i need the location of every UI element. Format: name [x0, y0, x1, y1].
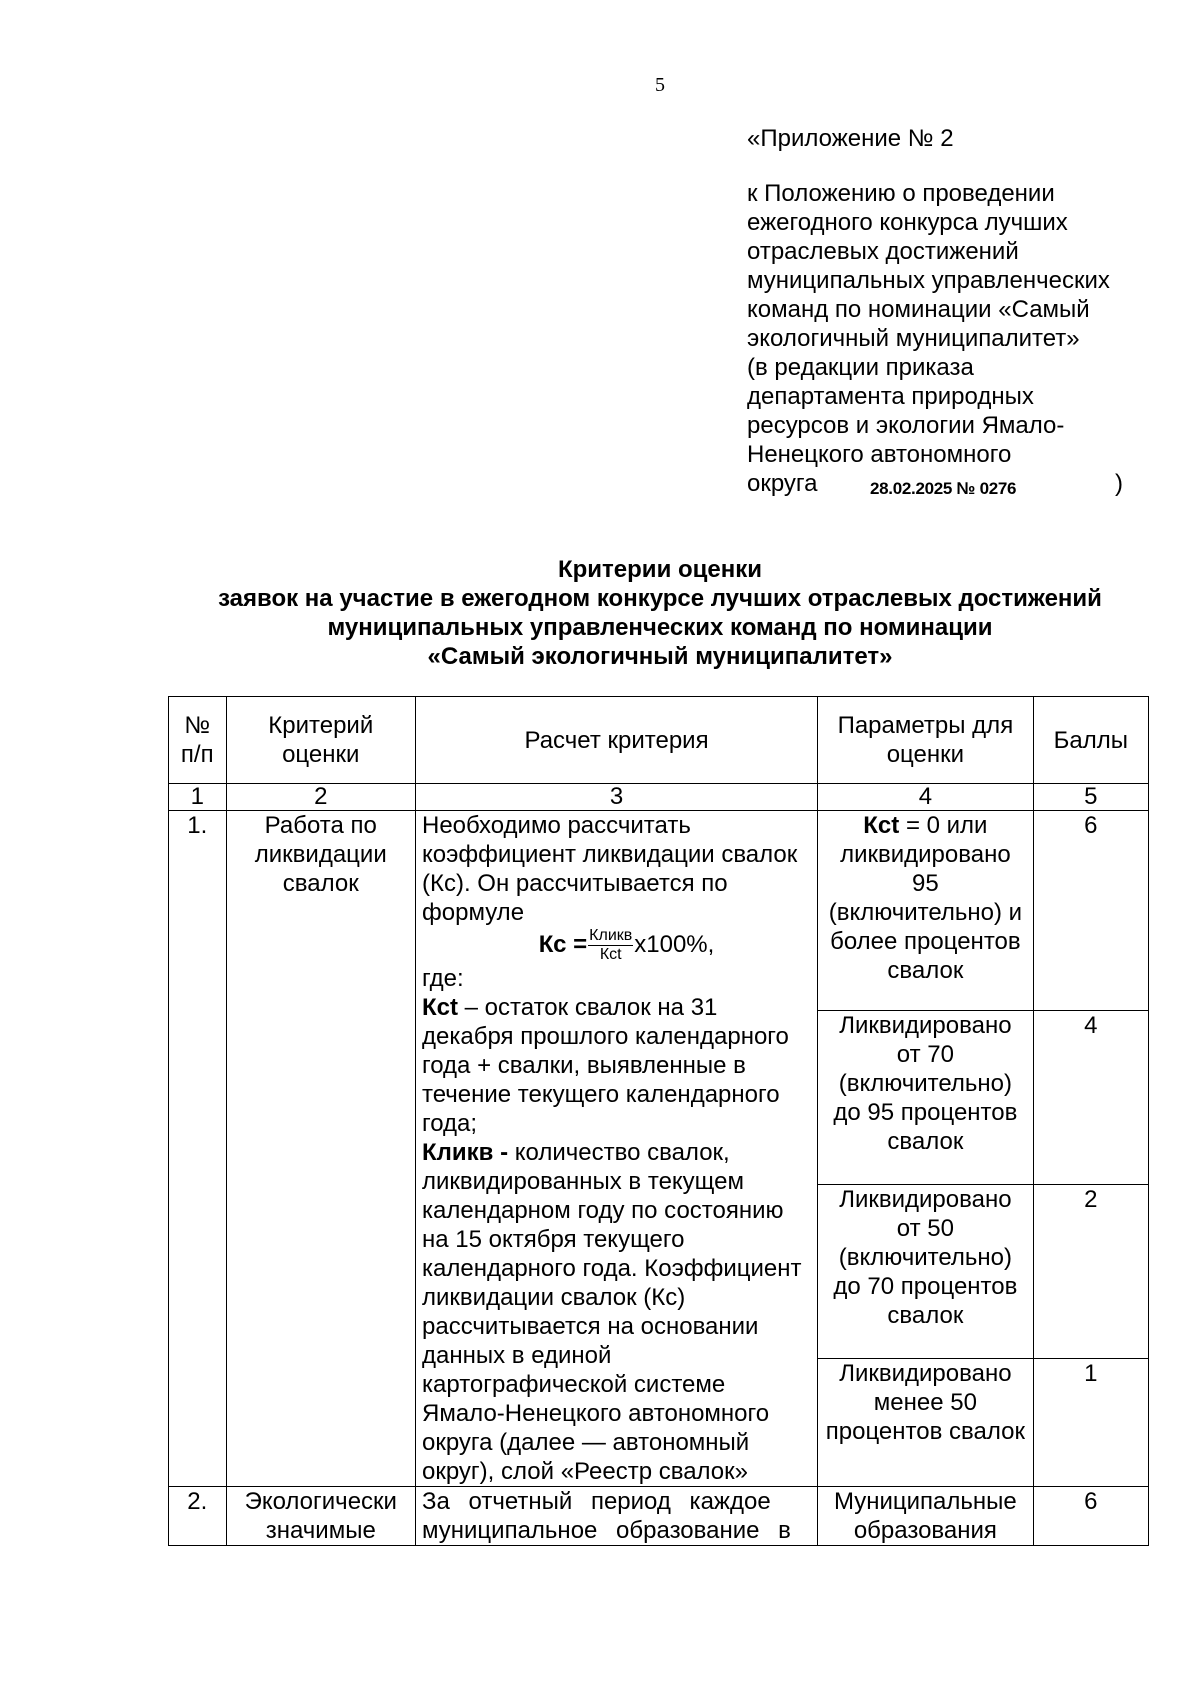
row-number: 2.: [169, 1487, 227, 1546]
appendix-line: отраслевых достижений: [747, 238, 1019, 265]
closing-paren: ): [1115, 470, 1123, 497]
param-cell: Муниципальные образования: [818, 1487, 1034, 1546]
header-parameters: Параметры для оценки: [818, 697, 1034, 784]
row-criterion: Экологически значимые: [226, 1487, 415, 1546]
header-score: Баллы: [1033, 697, 1148, 784]
appendix-line: (в редакции приказа: [747, 354, 974, 381]
row-calculation: [416, 811, 818, 1487]
row-number: 1.: [169, 811, 227, 1487]
row-criterion: Работа по ликвидации свалок: [226, 811, 415, 1487]
calc-intro: Необходимо рассчитать коэффициент ликвидации свалок (Кс). Он рассчитывается по формуле: [422, 812, 798, 926]
title-line: «Самый экологичный муниципалитет»: [427, 643, 893, 670]
appendix-line: муниципальных управленческих: [747, 267, 1110, 294]
formula: [422, 927, 811, 964]
param-cell: Ликвидировано менее 50 процентов свалок: [818, 1359, 1034, 1487]
appendix-line: ежегодного конкурса лучших: [747, 209, 1068, 236]
score-cell: 1: [1033, 1359, 1148, 1487]
kct-text: – остаток свалок на 31 декабря прошлого календарного года + свалки, выявленные в течение текущего календарного года;: [422, 994, 789, 1137]
row-calculation: За отчетный период каждое муниципальное образование в: [416, 1487, 818, 1546]
header-criterion: Критерий оценки: [226, 697, 415, 784]
appendix-line: ресурсов и экологии Ямало-: [747, 412, 1065, 439]
formula-fraction: [588, 927, 633, 964]
param-cell: Ликвидировано от 70 (включительно) до 95 процентов свалок: [818, 1011, 1034, 1185]
kct-term: Кct: [422, 994, 458, 1021]
page-number: 5: [655, 74, 665, 96]
column-number: 3: [416, 784, 818, 811]
appendix-line: департамента природных: [747, 383, 1034, 410]
param-cell: [818, 811, 1034, 1011]
appendix-line: команд по номинации «Самый: [747, 296, 1090, 323]
column-number: 4: [818, 784, 1034, 811]
header-calculation: Расчет критерия: [416, 697, 818, 784]
score-cell: 2: [1033, 1185, 1148, 1359]
column-number-row: [169, 784, 1149, 811]
column-number: 1: [169, 784, 227, 811]
appendix-line: экологичный муниципалитет»: [747, 325, 1080, 352]
column-number: 5: [1033, 784, 1148, 811]
param-cell: Ликвидировано от 50 (включительно) до 70 процентов свалок: [818, 1185, 1034, 1359]
score-cell: 4: [1033, 1011, 1148, 1185]
table-row: [169, 1487, 1149, 1546]
param-text: = 0 или ликвидировано 95 (включительно) и более процентов свалок: [828, 812, 1023, 984]
appendix-line: Ненецкого автономного: [747, 441, 1012, 468]
kct-definition: [422, 993, 811, 1138]
column-number: 2: [226, 784, 415, 811]
score-cell: 6: [1033, 1487, 1148, 1546]
score-cell: 6: [1033, 811, 1148, 1011]
kliq-definition: [422, 1138, 811, 1486]
appendix-title: «Приложение № 2: [747, 125, 954, 152]
appendix-block: [747, 124, 1157, 498]
title-line: заявок на участие в ежегодном конкурсе лучших отраслевых достижений: [218, 585, 1102, 612]
document-title: [160, 555, 1160, 671]
header-number: № п/п: [169, 697, 227, 784]
kliq-text: количество свалок, ликвидированных в текущем календарном году по состоянию на 15 октября текущего календарного года. Коэффициент ликвидации свалок (Кс) рассчитывается на основании данных в единой картографической системе Ямало-Ненецкого автономного округа (далее — автономный округ), слой «Реестр свалок»: [422, 1139, 802, 1485]
table-row: [169, 811, 1149, 1011]
title-line: муниципальных управленческих команд по номинации: [327, 614, 993, 641]
appendix-last-prefix: округа: [747, 470, 818, 497]
param-term: Кct: [863, 812, 900, 839]
appendix-line: к Положению о проведении: [747, 180, 1055, 207]
calc-where: где:: [422, 965, 464, 992]
order-date-stamp: 28.02.2025 № 0276: [870, 479, 1017, 498]
formula-numerator: Кликв: [589, 927, 633, 944]
formula-denominator: Кct: [599, 946, 622, 963]
formula-right: x100%,: [634, 930, 715, 958]
title-line: Критерии оценки: [557, 556, 763, 583]
table-header-row: [169, 697, 1149, 784]
formula-left: Кс =: [538, 930, 588, 958]
kliq-term: Кликв -: [422, 1139, 509, 1166]
appendix-date-line: [747, 469, 1157, 498]
criteria-table: [168, 696, 1149, 1546]
